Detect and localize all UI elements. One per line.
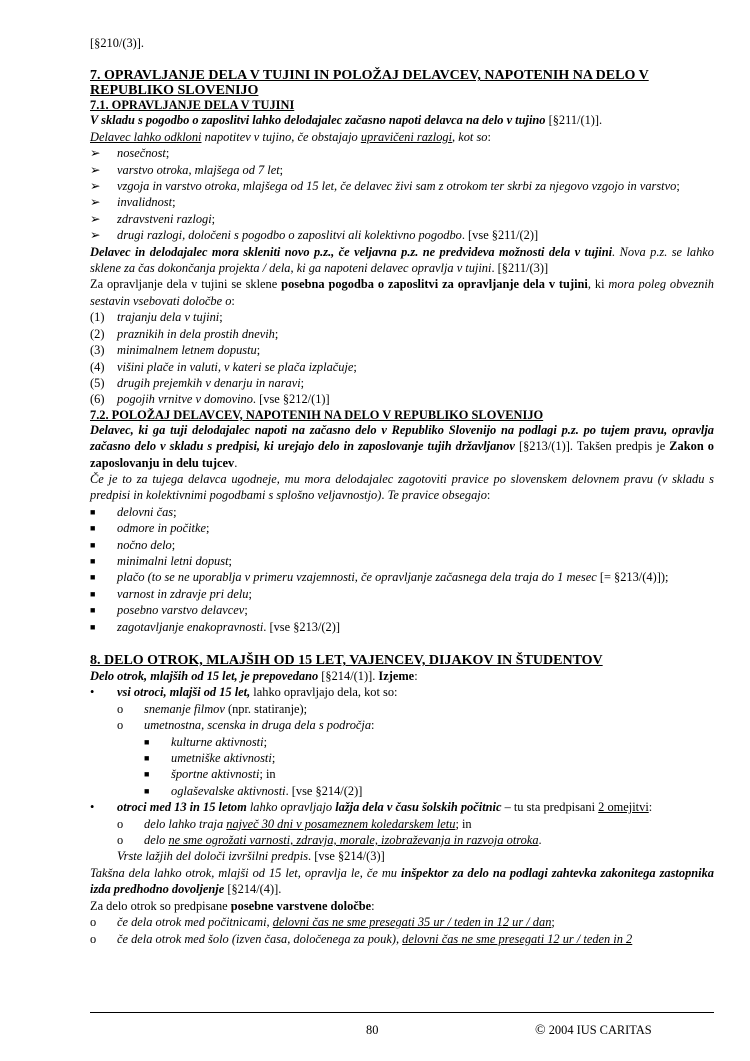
bullet-arrow-icon: ➢ [90, 211, 101, 226]
paragraph-child-labour: Delo otrok, mlajših od 15 let, je prepovedano [§214/(1)]. Izjeme: [90, 669, 418, 683]
bullet-circle: o [90, 915, 97, 930]
copyright-symbol: © [535, 1023, 546, 1038]
bullet-square: ■ [90, 621, 96, 632]
list-item: (1) trajanju dela v tujini; [90, 310, 223, 325]
bullet-arrow-icon: ➢ [90, 146, 101, 161]
page-footer [90, 1012, 714, 1042]
list-item: ■ varnost in zdravje pri delu; [90, 586, 252, 601]
refusal-reasons-list [90, 145, 714, 243]
paragraph-new-contract: Delavec in delodajalec mora skleniti novo p.z., če veljavna p.z. ne predvideva možnosti dela v tujini. Nova p.z. se lahko sklene za čas dokončanja projekta / dela, ki ga napoteni delavec opravlja v tujini. [§211/(3)] [90, 244, 714, 276]
bullet-square: ■ [90, 572, 96, 583]
paragraph-inspector-permit: Takšna dela lahko otrok, mlajši od 15 let, opravlja le, če mu inšpektor za delo na podlagi zahtevka zakonitega zastopnika izda predhodno dovoljenje [§214/(4)]. [90, 865, 714, 897]
list-item: ■ odmore in počitke; [90, 521, 210, 536]
list-item: (5) drugih prejemkih v denarju in naravi; [90, 375, 305, 390]
bullet-arrow-icon: ➢ [90, 195, 101, 210]
list-number: (3) [90, 343, 105, 358]
bullet-circle: o [90, 931, 97, 946]
list-item: ■ umetniške aktivnosti; [144, 751, 276, 766]
bullet-square: ■ [90, 555, 96, 566]
list-item: • otroci med 13 in 15 letom lahko opravljajo lažja dela v času šolskih počitnic – tu sta predpisani 2 omejitvi: [90, 800, 653, 815]
bullet-arrow-icon: ➢ [90, 179, 101, 194]
paragraph-protective-provisions: Za delo otrok so predpisane posebne varstvene določbe: [90, 898, 375, 913]
bullet-arrow-icon: ➢ [90, 228, 101, 243]
list-item: ➢ nosečnost; [90, 146, 170, 161]
bullet-square: ■ [144, 736, 150, 747]
bullet-square: ■ [90, 605, 96, 616]
subsection-7-2-heading: 7.2. POLOŽAJ DELAVCEV, NAPOTENIH NA DELO V REPUBLIKO SLOVENIJO [90, 407, 544, 422]
bullet-square: ■ [144, 769, 150, 780]
previous-page-reference: [§210/(3)]. [90, 36, 145, 50]
list-item: ■ kulturne aktivnosti; [144, 734, 268, 749]
paragraph-special-contract: Za opravljanje dela v tujini se sklene posebna pogodba o zaposlitvi za opravljanje dela v tujini, ki mora poleg obveznih sestavin vsebovati določbe o: [90, 277, 714, 308]
list-number: (2) [90, 326, 105, 341]
paragraph-favourable-rights: Če je to za tujega delavca ugodneje, mu mora delodajalec zagotoviti pravice po slovenskem delovnem pravu (v skladu s predpisi in kolektivnimi pogodbami s splošno veljavnostjo). Te pravice obsegajo: [90, 471, 714, 503]
list-item: (2) praznikih in dela prostih dnevih; [90, 326, 279, 341]
list-item: ➢ vzgoja in varstvo otroka, mlajšega od 15 let, če delavec živi sam z otrokom ter skrbi za njegovo vzgojo in varstvo; [90, 179, 680, 194]
bullet-square: ■ [144, 785, 150, 796]
list-number: (1) [90, 310, 105, 325]
bullet-square: ■ [90, 506, 96, 517]
list-number: (5) [90, 375, 105, 390]
section-7-heading [90, 68, 714, 98]
bullet-square: ■ [90, 523, 96, 534]
bullet-circle: o [117, 701, 124, 716]
list-number: (4) [90, 359, 105, 374]
activities-list [90, 734, 714, 800]
bullet-square: ■ [144, 753, 150, 764]
section-8-heading: 8. DELO OTROK, MLAJŠIH OD 15 LET, VAJENCEV, DIJAKOV IN ŠTUDENTOV [90, 653, 603, 668]
paragraph-posting-abroad: V skladu s pogodbo o zaposlitvi lahko delodajalec začasno napoti delavca na delo v tujino [§211/(1)]. [90, 113, 603, 128]
list-item: ■ oglaševalske aktivnosti. [vse §214/(2)] [144, 783, 363, 798]
list-item: ■ športne aktivnosti; in [144, 767, 276, 782]
bullet-circle: o [117, 718, 124, 733]
list-item: ■ posebno varstvo delavcev; [90, 603, 248, 618]
bullet-circle: o [117, 816, 124, 831]
list-item: (4) višini plače in valuti, v kateri se plača izplačuje; [90, 359, 357, 374]
footer-rule [90, 1012, 714, 1013]
paragraph-foreign-employer: Delavec, ki ga tuji delodajalec napoti na začasno delo v Republiko Slovenijo na podlagi p.z. po tujem pravu, opravlja začasno delo v skladu s predpisi, ki urejajo delo in zaposlovanje tujih državljanov [§213/(1)]. Takšen predpis je Zakon o zaposlovanju in delu tujcev. [90, 422, 714, 470]
list-item: o če dela otrok med počitnicami, delovni čas ne sme presegati 35 ur / teden in 12 ur / dan; [90, 915, 555, 930]
list-item: o snemanje filmov (npr. statiranje); [117, 701, 308, 716]
rights-list [90, 504, 714, 635]
bullet-dot: • [90, 800, 95, 815]
list-item: • vsi otroci, mlajši od 15 let, lahko opravljajo dela, kot so: [90, 685, 398, 700]
list-item: o umetnostna, scenska in druga dela s področja: [117, 718, 375, 733]
copyright: © 2004 IUS CARITAS [535, 1023, 652, 1038]
section-7-heading-line-1: 7. OPRAVLJANJE DELA V TUJINI IN POLOŽAJ DELAVCEV, NAPOTENIH NA DELO V [90, 68, 649, 84]
light-work-note: Vrste lažjih del določi izvršilni predpis. [vse §214/(3)] [117, 849, 385, 864]
page-number: 80 [366, 1023, 379, 1037]
list-item: ■ delovni čas; [90, 504, 177, 519]
list-item: ■ plačo (to se ne uporablja v primeru vzajemnosti, če opravljanje začasnega dela traja do 1 mesec [= §213/(4)]); [90, 570, 669, 585]
list-item: o delo ne sme ogrožati varnosti, zdravja, morale, izobraževanja in razvoja otroka. [117, 833, 542, 848]
subsection-7-1-heading: 7.1. OPRAVLJANJE DELA V TUJINI [90, 98, 295, 113]
list-item: ■ zagotavljanje enakopravnosti. [vse §213/(2)] [90, 619, 340, 634]
bullet-square: ■ [90, 539, 96, 550]
bullet-arrow-icon: ➢ [90, 162, 101, 177]
list-item: o če dela otrok med šolo (izven časa, določenega za pouk), delovni čas ne sme presegati 12 ur / teden in 2 [90, 931, 633, 946]
contract-provisions-list [90, 309, 714, 407]
list-item: (6) pogojih vrnitve v domovino. [vse §212/(1)] [90, 392, 330, 407]
bullet-dot: • [90, 685, 95, 700]
bullet-square: ■ [90, 588, 96, 599]
bullet-circle: o [117, 833, 124, 848]
paragraph-refusal: Delavec lahko odkloni napotitev v tujino, če obstajajo upravičeni razlogi, kot so: [90, 129, 491, 144]
list-item: ➢ varstvo otroka, mlajšega od 7 let; [90, 162, 284, 177]
list-number: (6) [90, 392, 105, 407]
list-item: ■ minimalni letni dopust; [90, 553, 232, 568]
section-7-heading-line-2: REPUBLIKO SLOVENIJO [90, 83, 259, 99]
list-item: (3) minimalnem letnem dopustu; [90, 343, 261, 358]
list-item: ➢ drugi razlogi, določeni s pogodbo o zaposlitvi ali kolektivno pogodbo. [vse §211/(2)] [90, 228, 539, 243]
document-page [90, 35, 714, 947]
list-item: o delo lahko traja največ 30 dni v posameznem koledarskem letu; in [117, 816, 472, 831]
list-item: ➢ invalidnost; [90, 195, 176, 210]
list-item: ■ nočno delo; [90, 537, 176, 552]
list-item: ➢ zdravstveni razlogi; [90, 211, 216, 226]
